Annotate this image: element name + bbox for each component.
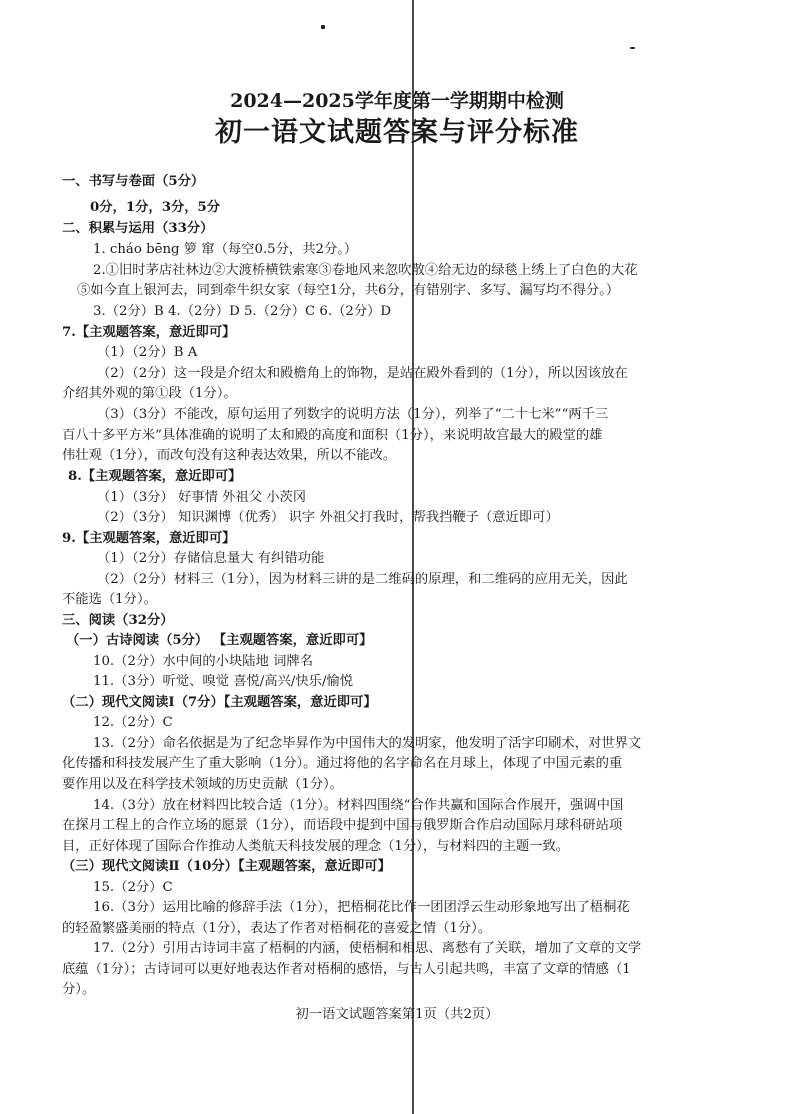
section-heading: 7.【主观题答案，意近即可】 (62, 325, 236, 340)
answer-line: （1）（2分）存储信息量大 有纠错功能 (97, 551, 325, 566)
answer-line: （2）（3分） 知识渊博（优秀） 识字 外祖父打我时，帮我挡鞭子（意近即可） (97, 510, 559, 525)
answer-line: 百八十多平方米”具体准确的说明了太和殿的高度和面积（1分），来说明故宫最大的殿堂的雄 (62, 428, 603, 443)
document-title-line2: 初一语文试题答案与评分标准 (215, 117, 579, 148)
answer-line: 在探月工程上的合作立场的愿景（1分），而语段中提到中国与俄罗斯合作启动国际月球科研站项 (62, 818, 623, 833)
answer-line: 13.（2分）命名依据是为了纪念毕昇作为中国伟大的发明家，他发明了活字印刷术，对世界文 (93, 736, 642, 751)
answer-line: ⑤如今直上银河去，同到牵牛织女家（每空1分，共6分，有错别字、多写、漏写均不得分。） (77, 283, 620, 298)
section-heading: 9.【主观题答案，意近即可】 (62, 531, 236, 546)
answer-line: 分）。 (62, 982, 96, 997)
answer-line: 16.（3分）运用比喻的修辞手法（1分），把梧桐花比作一团团浮云生动形象地写出了梧桐花 (93, 900, 630, 915)
section-heading: 0分，1分，3分，5分 (90, 200, 221, 215)
scan-speck (630, 47, 635, 49)
answer-line: 要作用以及在科学技术领域的历史贡献（1分）。 (62, 777, 344, 792)
answer-line: 1. cháo bēng 箩 窜（每空0.5分，共2分。） (93, 242, 358, 257)
answer-line: 14.（3分）放在材料四比较合适（1分）。材料四围绕“合作共赢和国际合作展开，强调中国 (93, 798, 624, 813)
answer-line: 目，正好体现了国际合作推动人类航天科技发展的理念（1分），与材料四的主题一致。 (62, 839, 570, 854)
answer-line: 化传播和科技发展产生了重大影响（1分）。通过将他的名字命名在月球上，体现了中国元素的重 (62, 756, 623, 771)
answer-line: 底蕴（1分）；古诗词可以更好地表达作者对梧桐的感悟，与古人引起共鸣，丰富了文章的情感（1 (62, 962, 631, 977)
answer-line: 11.（3分）听觉、嗅觉 喜悦/高兴/快乐/愉悦 (93, 674, 354, 689)
section-heading: 三、阅读（32分） (62, 613, 174, 628)
section-heading: 8.【主观题答案，意近即可】 (68, 469, 242, 484)
page-footer: 初一语文试题答案第1页（共2页） (295, 1007, 499, 1022)
section-heading: （二）现代文阅读Ⅰ（7分）【主观题答案，意近即可】 (62, 695, 377, 710)
section-heading: 一、书写与卷面（5分） (62, 174, 205, 189)
answer-line: 15.（2分）C (93, 880, 173, 895)
answer-line: 17.（2分）引用古诗词丰富了梧桐的内涵，使梧桐和相思、离愁有了关联，增加了文章的文学 (93, 941, 642, 956)
answer-line: 2.①旧时茅店社林边②大渡桥横铁索寒③卷地风来忽吹散④给无边的绿毯上绣上了白色的大花 (93, 263, 638, 278)
answer-line: （1）（2分）B A (97, 345, 198, 360)
section-heading: 二、积累与运用（33分） (62, 221, 214, 236)
answer-line: （3）（3分）不能改，原句运用了列数字的说明方法（1分），列举了“二十七米”“两千三 (97, 407, 609, 422)
answer-line: 不能选（1分）。 (62, 592, 157, 607)
answer-line: （2）（2分）材料三（1分），因为材料三讲的是二维码的原理，和二维码的应用无关，因此 (97, 572, 628, 587)
answer-line: 10.（2分）水中间的小块陆地 词牌名 (93, 654, 313, 669)
answer-line: 的轻盈繁盛美丽的特点（1分），表达了作者对梧桐花的喜爱之情（1分）。 (62, 921, 492, 936)
answer-line: 12.（2分）C (93, 715, 173, 730)
answer-line: 介绍其外观的第①段（1分）。 (62, 386, 237, 401)
document-title-line1: 2024—2025学年度第一学期期中检测 (230, 90, 564, 112)
section-heading: （三）现代文阅读Ⅱ（10分）【主观题答案，意近即可】 (62, 859, 391, 874)
answer-line: 3.（2分）B 4.（2分）D 5.（2分）C 6.（2分）D (93, 304, 392, 319)
answer-line: （2）（2分）这一段是介绍太和殿檐角上的饰物，是站在殿外看到的（1分），所以因该放在 (97, 366, 628, 381)
answer-line: （1）（3分） 好事情 外祖父 小茨冈 (97, 490, 307, 505)
scan-speck (321, 25, 325, 29)
section-heading: （一）古诗阅读（5分） 【主观题答案，意近即可】 (66, 633, 373, 648)
answer-line: 伟壮观（1分），而改句没有这种表达效果，所以不能改。 (62, 448, 397, 463)
